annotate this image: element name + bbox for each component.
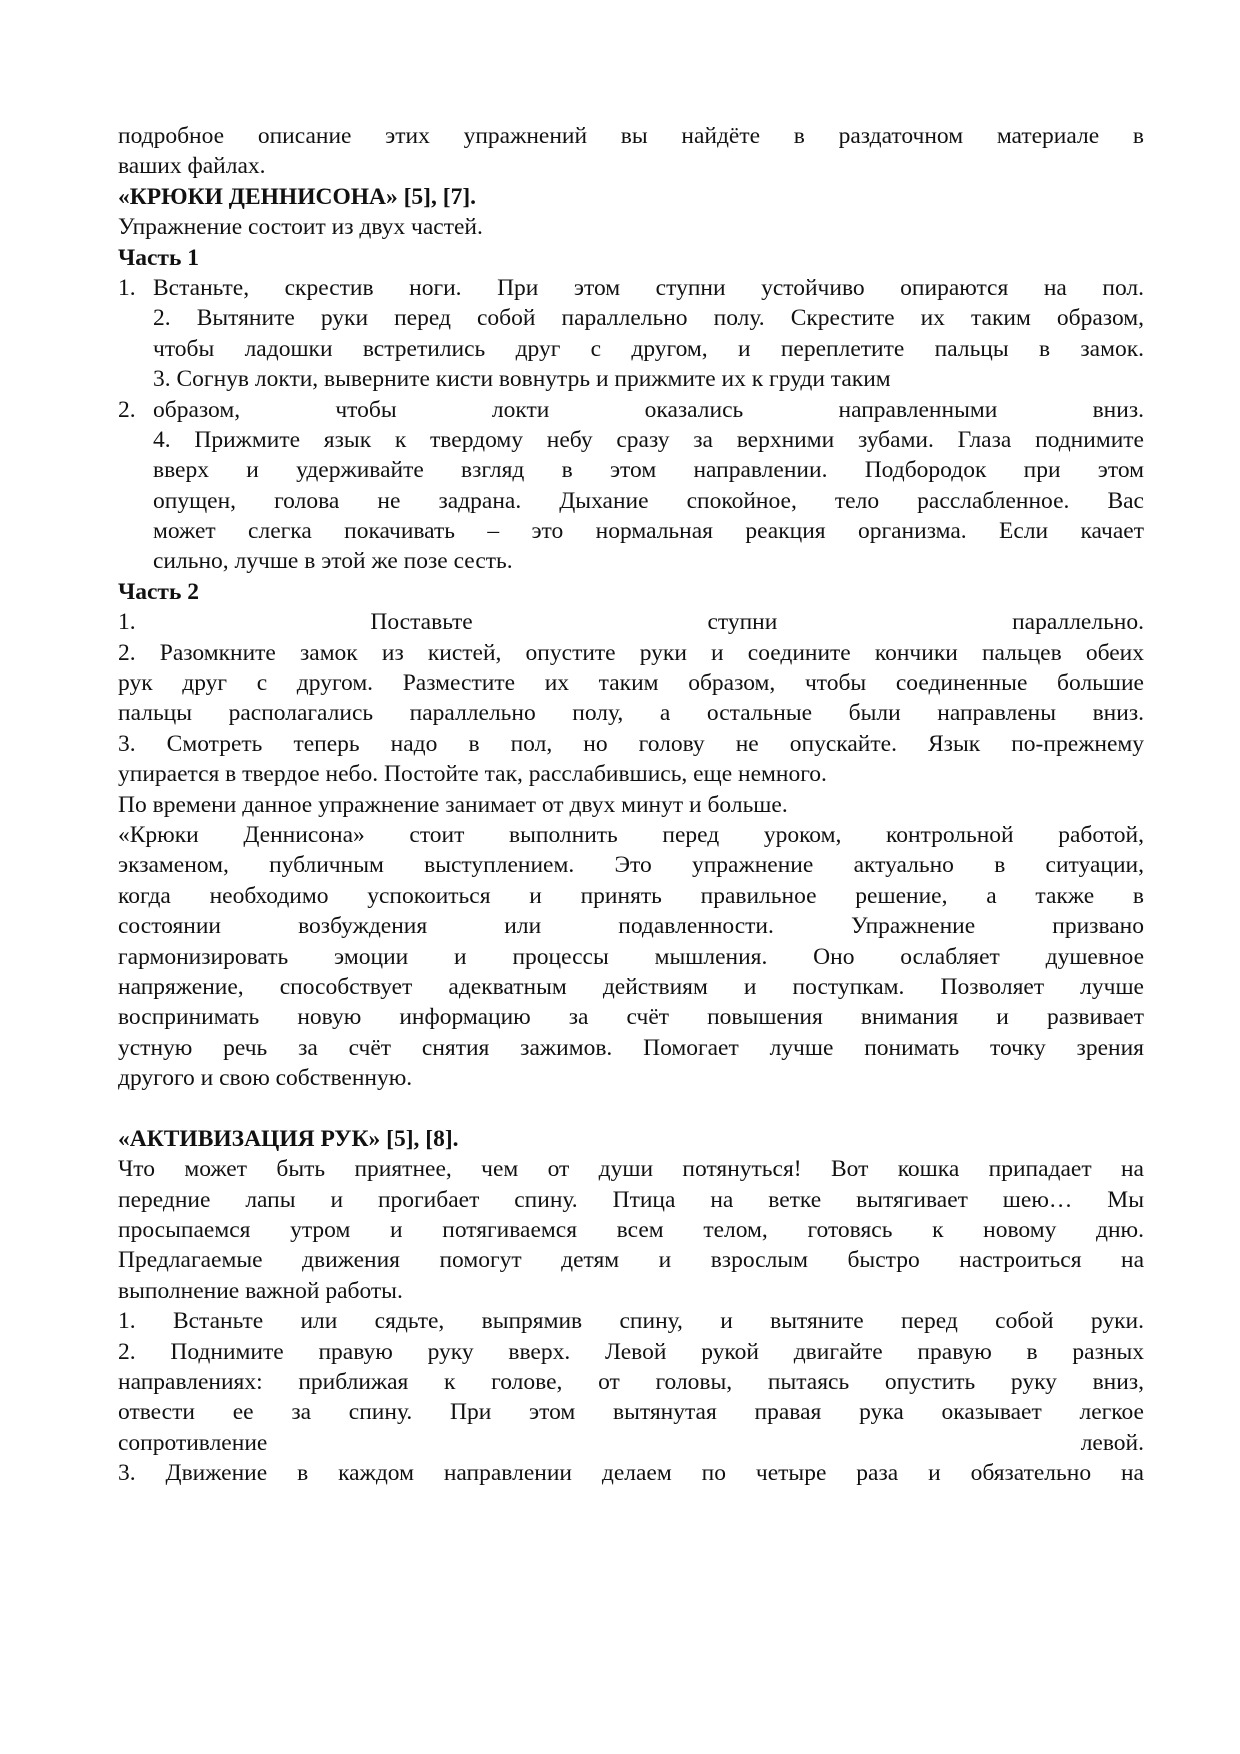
- line-text: чтобы ладошки встретились друг с другом, и переплетите пальцы в замок.: [153, 335, 1144, 362]
- list-number: [118, 334, 153, 364]
- text-line: [118, 820, 1144, 850]
- list-line: [118, 334, 1144, 364]
- text-line: [118, 1337, 1144, 1367]
- list-line: [118, 395, 1144, 425]
- text-line: [118, 850, 1144, 880]
- text-line: [118, 698, 1144, 728]
- line-text: пальцы располагались параллельно полу, а остальные были направлены вниз.: [118, 700, 1144, 727]
- line-text: Встаньте, скрестив ноги. При этом ступни устойчиво опираются на пол.: [153, 274, 1144, 301]
- line-text: Упражнение состоит из двух частей.: [118, 214, 483, 241]
- list-number: [118, 455, 153, 485]
- list-line: [118, 303, 1144, 333]
- line-text: напряжение, способствует адекватным действиям и поступкам. Позволяет лучше: [118, 973, 1144, 1000]
- line-text: просыпаемся утром и потягиваемся всем телом, готовясь к новому дню.: [118, 1217, 1144, 1244]
- list-number: 1.: [118, 274, 136, 301]
- line-text: 2. Разомкните замок из кистей, опустите руки и соедините кончики пальцев обеих: [118, 639, 1144, 666]
- line-text: Часть 2: [118, 578, 200, 605]
- line-text: образом, чтобы локти оказались направленными вниз.: [153, 396, 1144, 423]
- text-line: [118, 972, 1144, 1002]
- line-text: выполнение важной работы.: [118, 1277, 403, 1304]
- list-line: [118, 516, 1144, 546]
- text-line: [118, 942, 1144, 972]
- line-text: «АКТИВИЗАЦИЯ РУК» [5], [8].: [118, 1125, 459, 1152]
- line-text: отвести ее за спину. При этом вытянутая правая рука оказывает легкое: [118, 1399, 1144, 1426]
- line-text: 2. Вытяните руки перед собой параллельно полу. Скрестите их таким образом,: [153, 305, 1144, 332]
- text-line: [118, 790, 1144, 820]
- line-text: «КРЮКИ ДЕННИСОНА» [5], [7].: [118, 183, 477, 210]
- list-number: 2.: [118, 396, 136, 423]
- text-line: [118, 1154, 1144, 1184]
- text-line: [118, 1276, 1144, 1306]
- text-line: [118, 212, 1144, 242]
- list-line: [118, 273, 1144, 303]
- line-text: упирается в твердое небо. Постойте так, расслабившись, еще немного.: [118, 761, 827, 788]
- line-text: 4. Прижмите язык к твердому небу сразу за верхними зубами. Глаза поднимите: [153, 426, 1144, 453]
- line-text: По времени данное упражнение занимает от двух минут и больше.: [118, 791, 788, 818]
- text-line: [118, 1458, 1144, 1488]
- list-line: [118, 455, 1144, 485]
- text-line: [118, 1245, 1144, 1275]
- line-text: опущен, голова не задрана. Дыхание спокойное, тело расслабленное. Вас: [153, 487, 1144, 514]
- text-line: [118, 1367, 1144, 1397]
- list-line: [118, 425, 1144, 455]
- line-text: вверх и удерживайте взгляд в этом направлении. Подбородок при этом: [153, 457, 1144, 484]
- line-text: сильно, лучше в этой же позе сесть.: [153, 548, 513, 575]
- document-page: [118, 121, 1144, 1489]
- line-text: Что может быть приятнее, чем от души потянуться! Вот кошка припадает на: [118, 1156, 1144, 1183]
- line-text: другого и свою собственную.: [118, 1065, 413, 1092]
- text-line: [118, 638, 1144, 668]
- heading: [118, 1124, 1144, 1154]
- line-text: 1. Встаньте или сядьте, выпрямив спину, и вытяните перед собой руки.: [118, 1308, 1144, 1335]
- line-text: состоянии возбуждения или подавленности. Упражнение призвано: [118, 913, 1144, 940]
- text-line: [118, 1185, 1144, 1215]
- text-line: [118, 1306, 1144, 1336]
- list-number: [118, 486, 153, 516]
- line-text: устную речь за счёт снятия зажимов. Помогает лучше понимать точку зрения: [118, 1034, 1144, 1061]
- blank-line: [118, 1094, 1144, 1124]
- list-line: [118, 546, 1144, 576]
- line-text: может слегка покачивать – это нормальная реакция организма. Если качает: [153, 518, 1144, 545]
- line-text: подробное описание этих упражнений вы найдёте в раздаточном материале в: [118, 123, 1144, 149]
- list-line: [118, 364, 1144, 394]
- text-line: [118, 1063, 1144, 1093]
- line-text: направлениях: приближая к голове, от головы, пытаясь опустить руку вниз,: [118, 1369, 1144, 1396]
- line-text: ваших файлах.: [118, 153, 266, 180]
- text-line: [118, 1033, 1144, 1063]
- line-text: рук друг с другом. Разместите их таким образом, чтобы соединенные большие: [118, 670, 1144, 697]
- line-text: Предлагаемые движения помогут детям и взрослым быстро настроиться на: [118, 1247, 1144, 1274]
- list-number: [118, 364, 153, 394]
- line-text: воспринимать новую информацию за счёт повышения внимания и развивает: [118, 1004, 1144, 1031]
- line-text: сопротивление левой.: [118, 1429, 1144, 1456]
- text-line: [118, 729, 1144, 759]
- text-line: [118, 881, 1144, 911]
- text-line: [118, 1215, 1144, 1245]
- list-line: [118, 486, 1144, 516]
- text-line: [118, 1428, 1144, 1458]
- line-text: 1. Поставьте ступни параллельно.: [118, 609, 1144, 636]
- list-number: [118, 516, 153, 546]
- text-line: [118, 1002, 1144, 1032]
- line-text: передние лапы и прогибает спину. Птица на ветке вытягивает шею… Мы: [118, 1186, 1144, 1213]
- list-number: [118, 303, 153, 333]
- line-text: Часть 1: [118, 244, 200, 271]
- text-line: [118, 121, 1144, 151]
- line-text: 3. Смотреть теперь надо в пол, но голову не опускайте. Язык по-прежнему: [118, 730, 1144, 757]
- heading: [118, 182, 1144, 212]
- line-text: 3. Согнув локти, выверните кисти вовнутрь и прижмите их к груди таким: [153, 366, 891, 393]
- text-line: [118, 911, 1144, 941]
- line-text: 3. Движение в каждом направлении делаем по четыре раза и обязательно на: [118, 1460, 1144, 1487]
- text-line: [118, 759, 1144, 789]
- line-text: «Крюки Деннисона» стоит выполнить перед уроком, контрольной работой,: [118, 821, 1144, 848]
- subheading: [118, 577, 1144, 607]
- list-number: [118, 425, 153, 455]
- subheading: [118, 243, 1144, 273]
- text-line: [118, 668, 1144, 698]
- list-number: [118, 546, 153, 576]
- line-text: 2. Поднимите правую руку вверх. Левой рукой двигайте правую в разных: [118, 1338, 1144, 1365]
- text-line: [118, 151, 1144, 181]
- line-text: когда необходимо успокоиться и принять правильное решение, а также в: [118, 882, 1144, 909]
- line-text: гармонизировать эмоции и процессы мышления. Оно ослабляет душевное: [118, 943, 1144, 970]
- line-text: экзаменом, публичным выступлением. Это упражнение актуально в ситуации,: [118, 852, 1144, 879]
- text-line: [118, 607, 1144, 637]
- text-line: [118, 1397, 1144, 1427]
